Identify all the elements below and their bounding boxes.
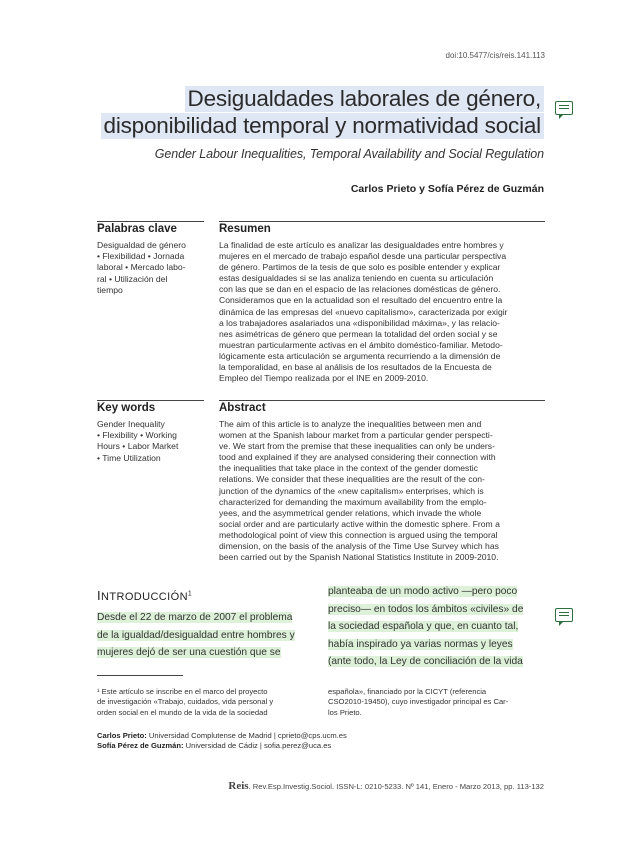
authors: Carlos Prieto y Sofía Pérez de Guzmán — [350, 183, 544, 195]
intro-right-line: planteaba de un modo activo —pero poco — [328, 586, 518, 597]
intro-right-line: preciso— en todos los ámbitos «civiles» de — [328, 603, 524, 615]
key-words-list: Gender Inequality • Flexibility • Working Hours • Labor Market • Time Utilization — [97, 419, 179, 463]
intro-right-line: había inspirado ya varias normas y leyes — [328, 638, 513, 650]
palabras-clave-list: Desigualdad de género • Flexibilidad • Jornada laboral • Mercado labo- ral • Utilización del tiempo — [97, 240, 186, 295]
footnote-rule — [97, 675, 183, 676]
footnote-right: española», financiado por la CICYT (referencia CSO2010-19450), cuyo investigador principal es Car- los Prieto. — [328, 687, 509, 717]
keywords-rule — [97, 221, 204, 222]
journal-citation: . Rev.Esp.Investig.Sociol. ISSN-L: 0210-5233. Nº 141, Enero - Marzo 2013, pp. 113-132 — [248, 782, 544, 791]
intro-right-column — [328, 583, 546, 671]
key-words-rule — [97, 400, 204, 401]
doi[interactable]: doi:10.5477/cis/reis.141.113 — [445, 51, 545, 60]
abstract-heading: Abstract — [219, 402, 266, 414]
english-subtitle: Gender Labour Inequalities, Temporal Availability and Social Regulation — [154, 147, 544, 161]
introduccion-heading: INTRODUCCIÓN$^1$ — [97, 588, 193, 603]
resumen-heading: Resumen — [219, 223, 271, 235]
resumen-text: La finalidad de este artículo es analizar las desigualdades entre hombres y mujeres en el mercado de trabajo español desde una particular perspectiva de género. Partimos de la tesis de que solo es posible entender y explicar estas desigualdades si se las analiza teniendo en cuenta su articulación con las que se dan en el espacio de las relaciones domésticas de género. Consideramos que en la actualidad son el resultado del encuentro entre la dinámica de las empresas del «nuevo capitalismo», caracterizada por exigir a los trabajadores asalariados una «disponibilidad máxima», y las relacio- nes asimétricas de género que permean la totalidad del orden social y se muestran particularmente activas en el ámbito doméstico-familiar. Metodo- lógicamente esta articulación se argumenta recurriendo a la dimensión de la temporalidad, en base al análisis de los resultados de la Encuesta de Empleo del Tiempo realizada por el INE en 2009-2010. — [219, 240, 508, 384]
comment-note-icon[interactable] — [555, 608, 573, 622]
footnote-left: ¹ Este artículo se inscribe en el marco del proyecto de investigación «Trabajo, cuidados, vida personal y orden social en el mundo de la vida de la sociedad — [97, 687, 274, 717]
intro-left-line: de la igualdad/desigualdad entre hombres y — [97, 629, 295, 641]
palabras-clave-heading: Palabras clave — [97, 223, 177, 235]
affiliation-perez: Sofía Pérez de Guzmán: Universidad de Cádiz | sofia.perez@uca.es — [97, 741, 332, 751]
comment-note-icon[interactable] — [555, 101, 573, 115]
intro-right-line: (ante todo, la Ley de conciliación de la vida — [328, 656, 523, 667]
title-line-1: Desigualdades laborales de género, — [185, 86, 544, 112]
key-words-heading: Key words — [97, 402, 156, 414]
affiliation-prieto: Carlos Prieto: Universidad Complutense de Madrid | cprieto@cps.ucm.es — [97, 731, 347, 740]
journal-footer — [228, 780, 544, 792]
abstract-text: The aim of this article is to analyze the inequalities between men and women at the Spanish labour market from a particular gender perspecti- ve. We start from the premise that these inequalities can only be unders- tood and explained if they are analysed considering their connection with the inequalities that take place in the context of the gender domestic relations. We consider that these inequalities are the result of the con- junction of the dynamics of the «new capitalism» enterprises, which is characterized for demanding the maximum availability from the emplo- yees, and the asymmetrical gender relations, which invade the whole social order and are particularly active within the domestic sphere. From a methodological point of view this connection is argued using the temporal dimension, on the basis of the analysis of the Time Use Survey which has been carried out by the Spanish National Statistics Institute in 2009-2010. — [219, 419, 500, 563]
intro-left-line: mujeres dejó de ser una cuestión que se — [97, 647, 281, 658]
journal-logo: Reis — [228, 780, 249, 792]
intro-right-line: la sociedad española y que, en cuanto tal, — [328, 621, 519, 632]
title-line-2: disponibilidad temporal y normatividad social — [101, 113, 545, 139]
intro-left-column — [97, 609, 317, 662]
intro-left-line: Desde el 22 de marzo de 2007 el problema — [97, 612, 293, 623]
abstract-en-rule — [219, 400, 545, 401]
affiliations — [97, 731, 347, 752]
article-title — [84, 86, 544, 140]
abstract-rule — [219, 221, 545, 222]
